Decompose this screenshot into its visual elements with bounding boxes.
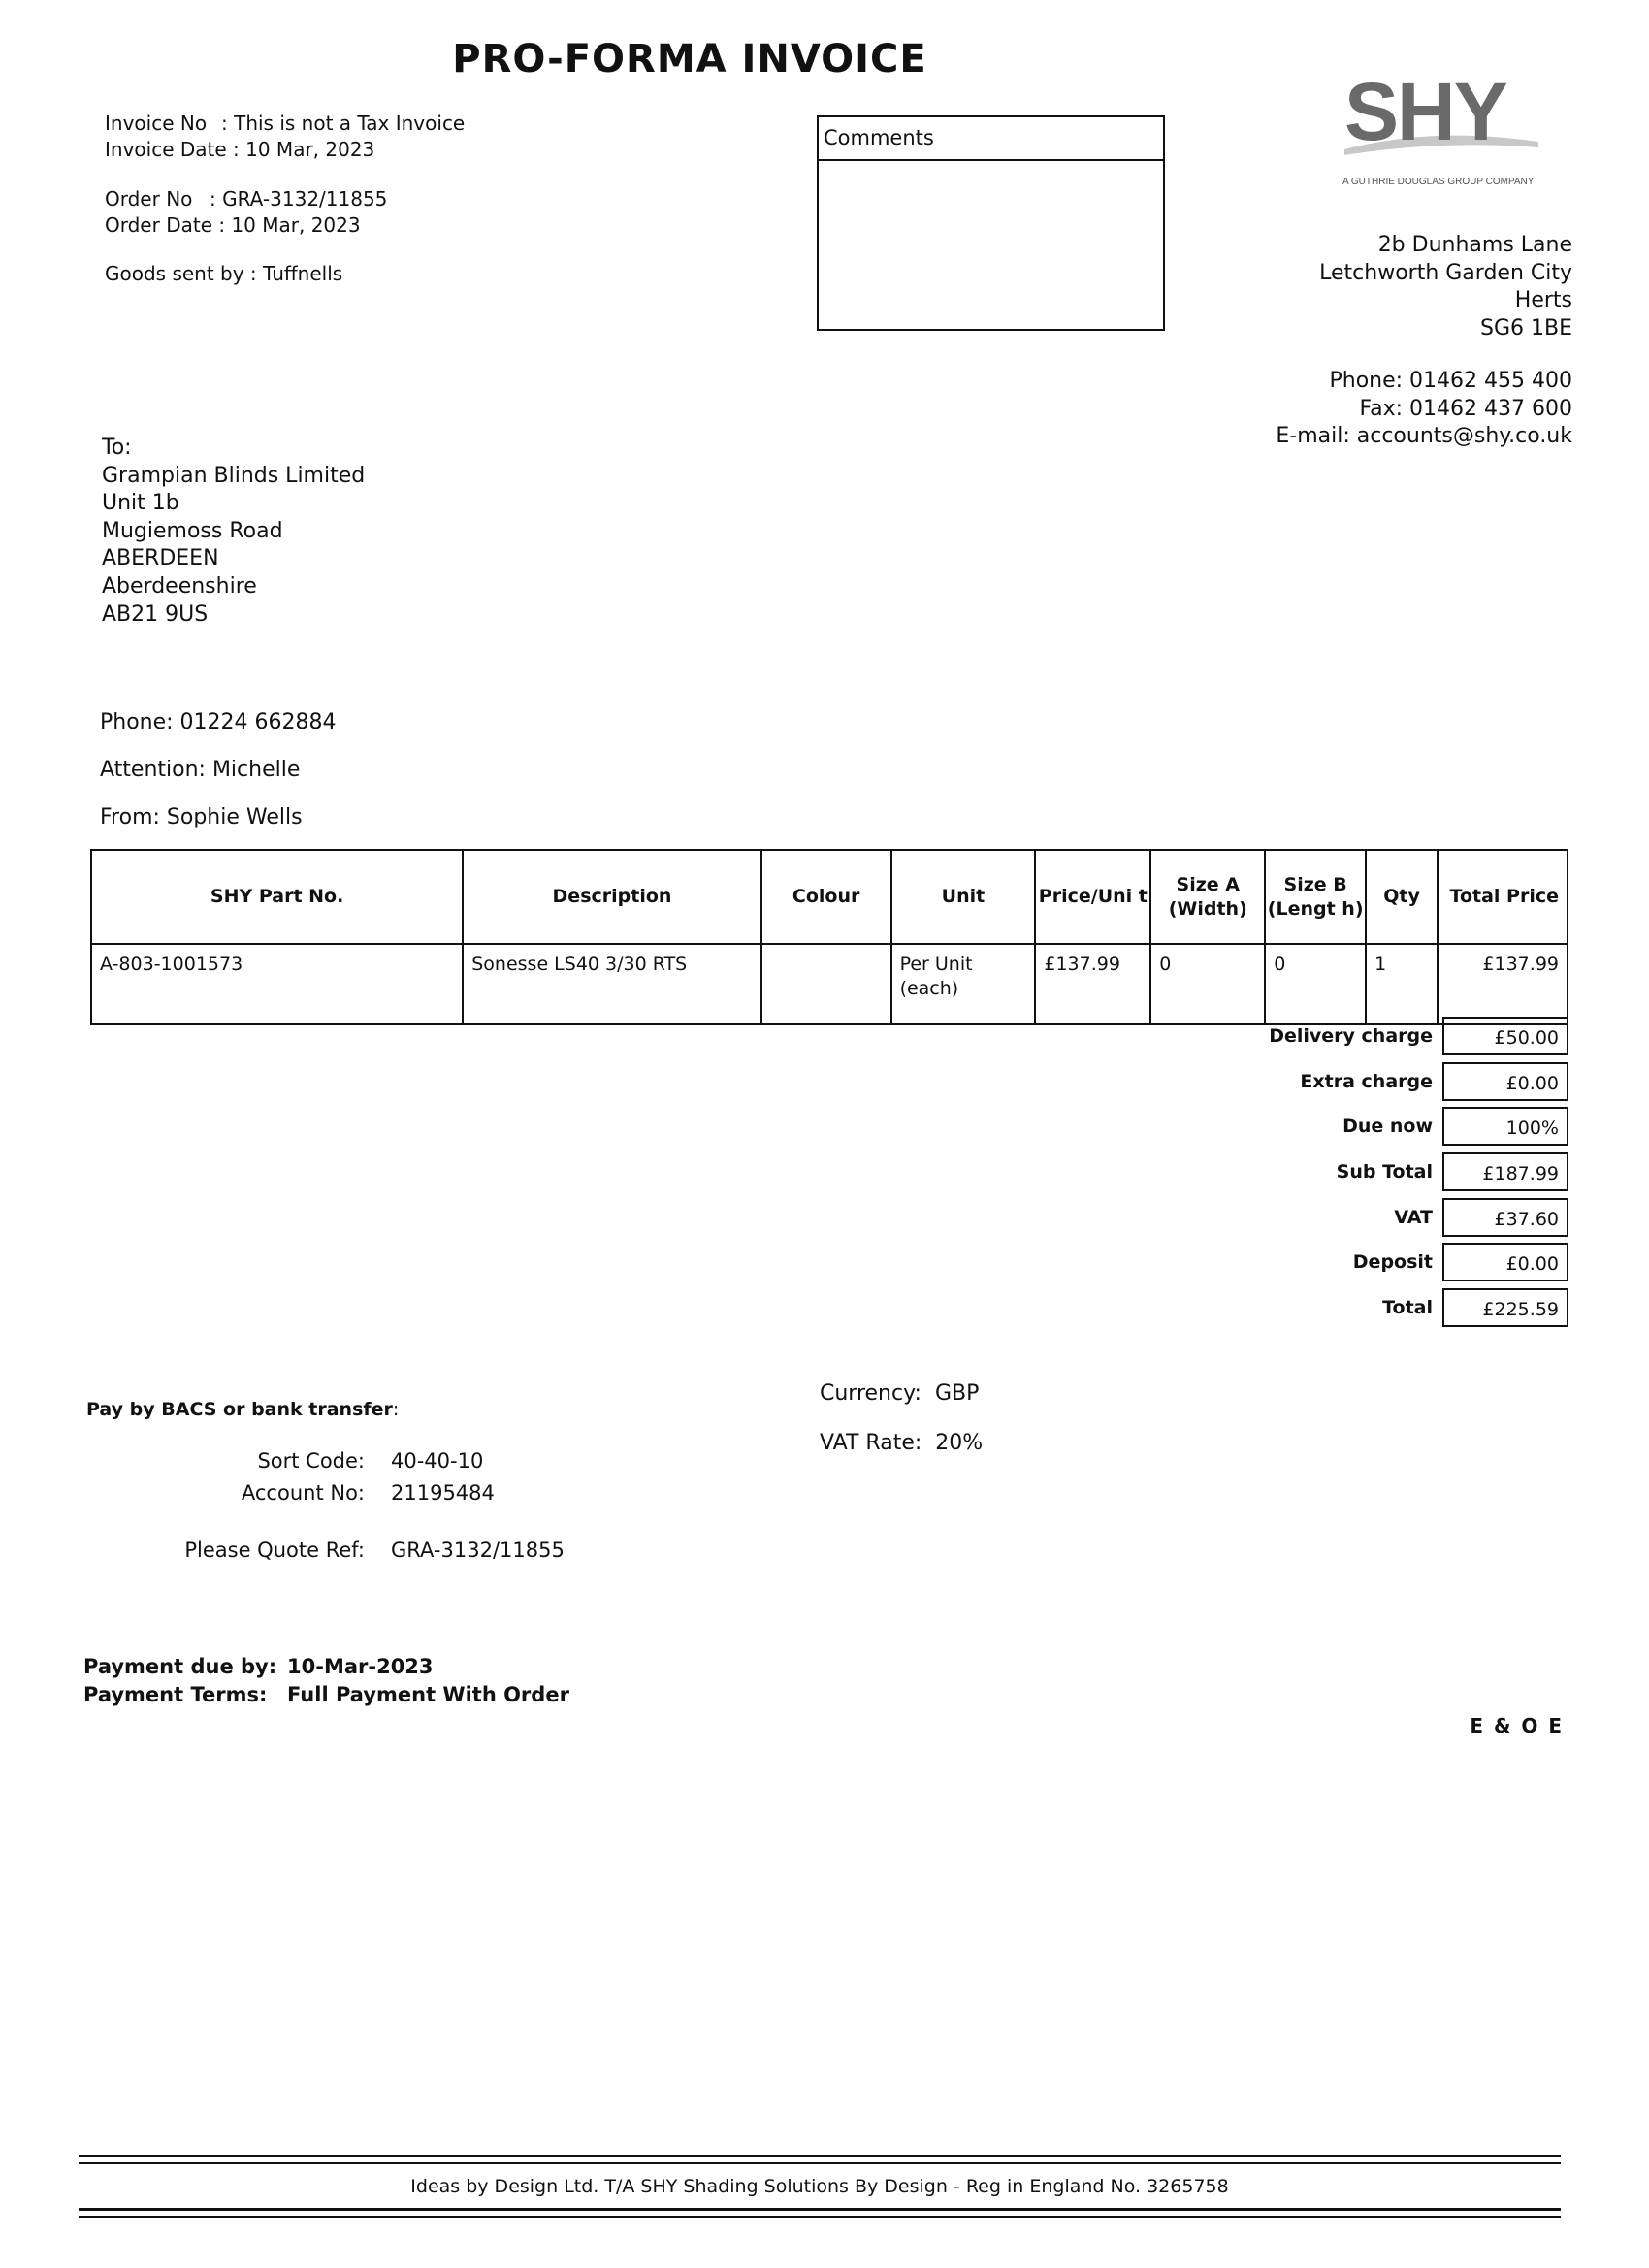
cell-unit: Per Unit (each) bbox=[891, 944, 1036, 1024]
cell-price: £137.99 bbox=[1035, 944, 1150, 1024]
cell-size-b: 0 bbox=[1265, 944, 1366, 1024]
col-header: Size B (Lengt h) bbox=[1265, 850, 1366, 944]
col-header: Qty bbox=[1366, 850, 1438, 944]
col-header: Total Price bbox=[1438, 850, 1568, 944]
total-value: £0.00 bbox=[1442, 1243, 1568, 1281]
bank-heading-text: Pay by BACS or bank transfer bbox=[86, 1399, 393, 1420]
company-contact bbox=[1276, 368, 1572, 451]
col-header: Price/Uni t bbox=[1035, 850, 1150, 944]
total-value: £50.00 bbox=[1442, 1017, 1568, 1055]
total-value: £225.59 bbox=[1442, 1288, 1568, 1327]
eoe: E & O E bbox=[1470, 1714, 1564, 1737]
svg-text:A GUTHRIE DOUGLAS GROUP COMPAN: A GUTHRIE DOUGLAS GROUP COMPANY bbox=[1342, 177, 1535, 187]
total-row bbox=[970, 1194, 1568, 1240]
payment-info bbox=[83, 1653, 569, 1709]
account-label: Account No: bbox=[241, 1481, 365, 1505]
payment-terms: Full Payment With Order bbox=[287, 1683, 569, 1706]
items-table bbox=[90, 849, 1568, 1025]
col-header: Colour bbox=[761, 850, 891, 944]
recipient-address bbox=[102, 435, 365, 629]
cell-qty: 1 bbox=[1366, 944, 1438, 1024]
total-row bbox=[970, 1014, 1568, 1059]
invoice-info bbox=[105, 111, 465, 163]
company-address bbox=[1319, 232, 1572, 342]
cell-part-no: A-803-1001573 bbox=[91, 944, 463, 1024]
total-label: Deposit bbox=[1352, 1251, 1433, 1274]
total-label: Sub Total bbox=[1336, 1161, 1433, 1183]
ref-label: Please Quote Ref: bbox=[184, 1539, 365, 1562]
address-line: Letchworth Garden City bbox=[1319, 260, 1572, 285]
cell-size-a: 0 bbox=[1150, 944, 1265, 1024]
address-line: SG6 1BE bbox=[1480, 315, 1572, 340]
order-no: : GRA-3132/11855 bbox=[210, 187, 388, 211]
to-label: To: bbox=[102, 436, 132, 460]
comments-box bbox=[817, 115, 1165, 331]
total-label: Delivery charge bbox=[1269, 1025, 1433, 1048]
cell-description: Sonesse LS40 3/30 RTS bbox=[463, 944, 761, 1024]
total-row bbox=[970, 1240, 1568, 1285]
shy-logo bbox=[1335, 72, 1548, 192]
footer-divider bbox=[79, 2208, 1561, 2211]
cell-colour bbox=[761, 944, 891, 1024]
footer-divider bbox=[79, 2216, 1561, 2218]
payment-due-label: Payment due by: bbox=[83, 1655, 277, 1678]
invoice-no-label: Invoice No bbox=[105, 112, 208, 135]
address-line: 2b Dunhams Lane bbox=[1377, 233, 1572, 257]
comments-label: Comments bbox=[819, 117, 1163, 161]
svg-text:SHY: SHY bbox=[1344, 72, 1506, 157]
invoice-no: : This is not a Tax Invoice bbox=[221, 112, 466, 135]
recipient-phone: Phone: 01224 662884 bbox=[100, 710, 337, 734]
total-value: £37.60 bbox=[1442, 1198, 1568, 1237]
ref-value: GRA-3132/11855 bbox=[391, 1539, 565, 1562]
invoice-date-label: Invoice Date bbox=[105, 138, 227, 161]
invoice-date: : 10 Mar, 2023 bbox=[233, 138, 375, 161]
recipient-line: Aberdeenshire bbox=[102, 573, 257, 599]
total-row bbox=[970, 1150, 1568, 1195]
table-row bbox=[91, 944, 1568, 1024]
recipient-line: AB21 9US bbox=[102, 601, 209, 627]
total-label: Extra charge bbox=[1300, 1070, 1433, 1092]
total-value: £0.00 bbox=[1442, 1062, 1568, 1101]
order-info bbox=[105, 186, 387, 239]
sort-code: 40-40-10 bbox=[391, 1449, 484, 1473]
recipient-line: ABERDEEN bbox=[102, 546, 219, 571]
account-no: 21195484 bbox=[391, 1481, 495, 1505]
col-header: Size A (Width) bbox=[1150, 850, 1265, 944]
recipient-line: Unit 1b bbox=[102, 491, 179, 516]
company-email: E-mail: accounts@shy.co.uk bbox=[1276, 424, 1572, 449]
table-header-row bbox=[91, 850, 1568, 944]
total-label: VAT bbox=[1394, 1206, 1433, 1228]
address-line: Herts bbox=[1514, 288, 1572, 313]
bank-heading-colon: : bbox=[392, 1399, 400, 1420]
total-label: Due now bbox=[1342, 1116, 1433, 1138]
col-header: SHY Part No. bbox=[91, 850, 463, 944]
total-row bbox=[970, 1059, 1568, 1105]
goods-sent-by: Goods sent by : Tuffnells bbox=[105, 262, 343, 285]
vat-rate bbox=[820, 1431, 983, 1455]
recipient-line: Mugiemoss Road bbox=[102, 518, 283, 543]
attention: Attention: Michelle bbox=[100, 758, 301, 782]
currency bbox=[820, 1381, 979, 1406]
col-header: Description bbox=[463, 850, 761, 944]
footer-divider bbox=[79, 2162, 1561, 2164]
cell-total: £137.99 bbox=[1438, 944, 1568, 1024]
company-fax: Fax: 01462 437 600 bbox=[1359, 396, 1572, 421]
vat-rate-value: 20% bbox=[935, 1431, 984, 1455]
payment-terms-label: Payment Terms: bbox=[83, 1683, 268, 1706]
recipient-line: Grampian Blinds Limited bbox=[102, 463, 366, 488]
page-title: PRO-FORMA INVOICE bbox=[452, 37, 927, 81]
totals bbox=[970, 1014, 1568, 1330]
footer-text: Ideas by Design Ltd. T/A SHY Shading Solutions By Design - Reg in England No. 3265758 bbox=[410, 2176, 1229, 2197]
payment-due: 10-Mar-2023 bbox=[287, 1655, 434, 1678]
total-label: Total bbox=[1382, 1296, 1433, 1318]
currency-value: GBP bbox=[934, 1381, 980, 1406]
sort-code-label: Sort Code: bbox=[257, 1449, 365, 1473]
order-date-label: Order Date bbox=[105, 213, 212, 237]
total-value: £187.99 bbox=[1442, 1152, 1568, 1191]
bank-heading bbox=[86, 1399, 399, 1420]
company-phone: Phone: 01462 455 400 bbox=[1329, 369, 1572, 393]
total-value: 100% bbox=[1442, 1107, 1568, 1146]
currency-label: Currency: bbox=[820, 1381, 922, 1406]
total-row bbox=[970, 1285, 1568, 1331]
order-date: : 10 Mar, 2023 bbox=[218, 213, 361, 237]
total-row bbox=[970, 1104, 1568, 1150]
order-no-label: Order No bbox=[105, 187, 193, 211]
from: From: Sophie Wells bbox=[100, 805, 303, 829]
col-header: Unit bbox=[891, 850, 1036, 944]
vat-rate-label: VAT Rate: bbox=[820, 1431, 922, 1455]
footer-divider bbox=[79, 2155, 1561, 2157]
